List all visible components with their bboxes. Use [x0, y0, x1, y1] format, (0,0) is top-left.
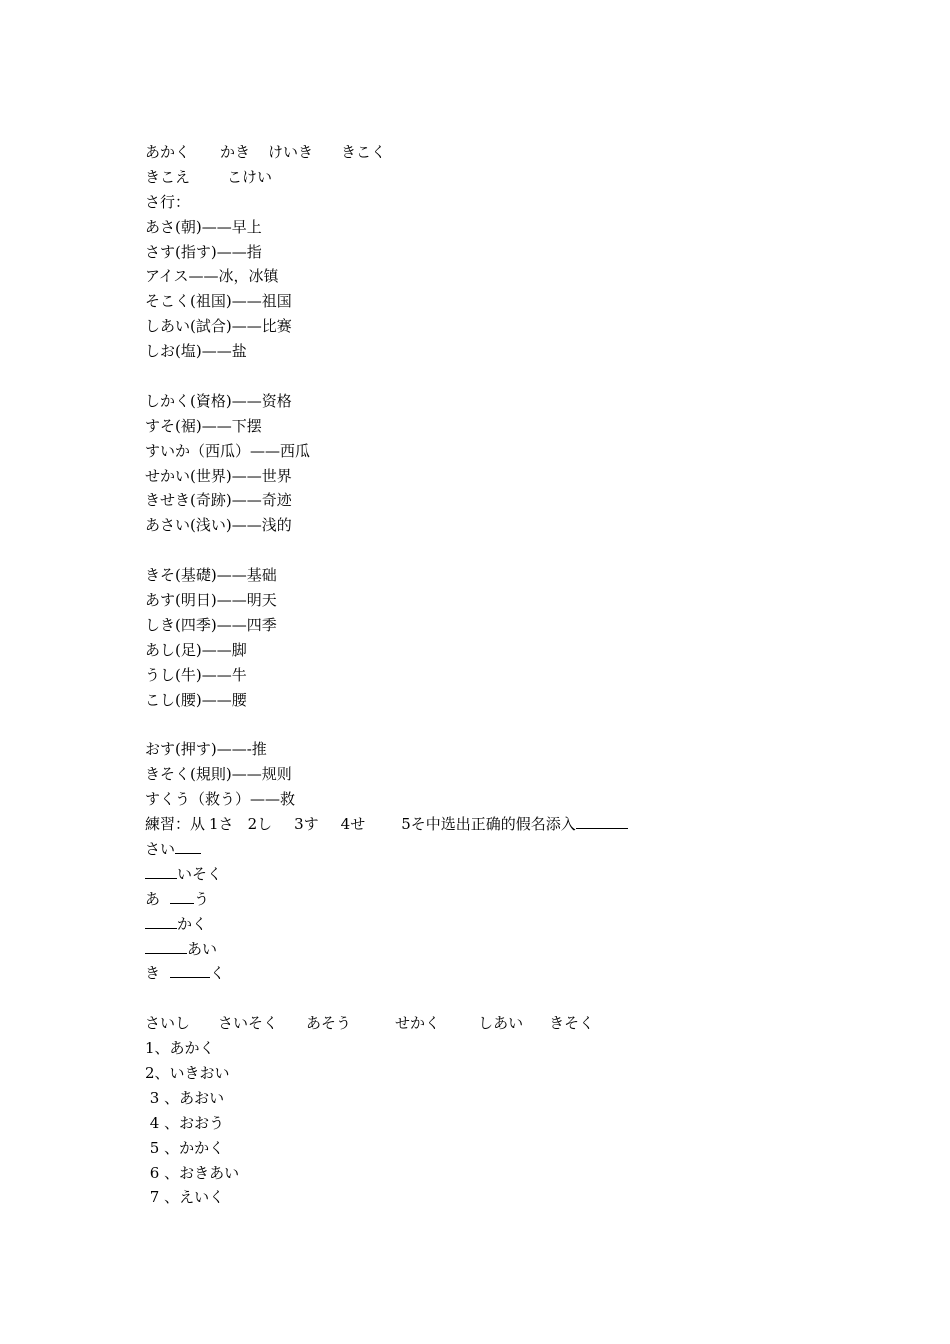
answer-row [145, 1011, 845, 1036]
vocab-line: しき(四季)——四季 [145, 615, 277, 634]
answer-blank[interactable] [170, 888, 194, 904]
vocab-line: すいか（西瓜）——西瓜 [145, 441, 311, 460]
exercise-item-text: さい [145, 839, 176, 858]
numbered-line: 4 、おおう [145, 1113, 225, 1132]
vocab-line: そこく(祖国)——祖国 [145, 292, 292, 311]
vocab-line: すそ(裾)——下摆 [145, 416, 262, 435]
numbered-line: 7 、えいく [145, 1188, 225, 1207]
word: きこえ [145, 167, 191, 186]
exercise-item [145, 837, 845, 862]
answer: きそく [549, 1014, 595, 1033]
spacer [145, 712, 845, 737]
vocab-line: しあい(試合)——比赛 [145, 317, 292, 336]
exercise-prompt [145, 812, 845, 837]
answer: さいし [145, 1014, 191, 1033]
vocab-line: こし(腰)——腰 [145, 690, 247, 709]
word: こけい [227, 167, 273, 186]
intro-row-2 [145, 165, 845, 190]
exercise-option: 3す [294, 815, 319, 834]
vocab-line: すくう（救う）——救 [145, 790, 296, 809]
intro-row-1 [145, 140, 845, 165]
exercise-option: 4せ [340, 815, 366, 834]
word: あかく [145, 143, 191, 161]
exercise-instruction: 5そ中选出正确的假名添入 [401, 815, 576, 834]
vocab-line: きせき(奇跡)——奇迹 [145, 491, 292, 510]
exercise-item-text: き [145, 964, 161, 983]
spacer [145, 364, 845, 389]
answer-blank[interactable] [170, 962, 210, 978]
exercise-option: 2し [247, 815, 273, 834]
answer: しあい [478, 1014, 524, 1033]
vocab-line: しお(塩)——盐 [145, 342, 247, 361]
numbered-line: 6 、おきあい [145, 1163, 240, 1182]
vocab-line: うし(牛)——牛 [145, 665, 247, 684]
exercise-item [145, 937, 845, 962]
answer-blank[interactable] [145, 863, 177, 879]
vocab-line: あさ(朝)——早上 [145, 217, 262, 236]
vocab-line: あさい(浅い)——浅的 [145, 516, 292, 535]
exercise-item-text: あい [187, 939, 218, 958]
numbered-line: 2、いきおい [145, 1063, 230, 1082]
answer: さいそく [218, 1014, 279, 1033]
exercise-item-text: あ [145, 889, 161, 908]
vocab-line: きそ(基礎)——基础 [145, 566, 277, 585]
exercise-item-text: う [194, 889, 210, 908]
vocab-line: あし(足)——脚 [145, 640, 247, 659]
vocab-line: アイス——冰，冰镇 [145, 267, 279, 286]
vocab-line: きそく(規則)——规则 [145, 765, 292, 784]
vocab-line: おす(押す)——-推 [145, 740, 267, 759]
numbered-line: 5 、かかく [145, 1138, 225, 1157]
vocab-line: あす(明日)——明天 [145, 591, 277, 610]
section-title: さ行： [145, 192, 191, 211]
exercise-option: 1さ [209, 815, 234, 834]
answer-blank[interactable] [145, 938, 187, 954]
exercise-item [145, 912, 845, 937]
exercise-item [145, 862, 845, 887]
spacer [145, 986, 845, 1011]
vocab-line: せかい(世界)——世界 [145, 466, 292, 485]
vocab-line: さす(指す)——指 [145, 242, 262, 261]
numbered-line: 1、あかく [145, 1039, 215, 1058]
vocab-line: しかく(資格)——资格 [145, 391, 292, 410]
document-page [145, 140, 845, 1210]
exercise-item-text: く [210, 964, 226, 983]
spacer [145, 538, 845, 563]
word: きこく [341, 143, 387, 161]
numbered-line: 3 、あおい [145, 1088, 225, 1107]
exercise-item-text: いそく [177, 864, 223, 883]
exercise-prefix: 練習：从 [145, 815, 206, 834]
answer: せかく [395, 1014, 441, 1033]
word: かき [220, 143, 251, 161]
exercise-item-text: かく [177, 914, 208, 933]
word: けいき [268, 143, 314, 161]
answer-blank[interactable] [145, 913, 177, 929]
answer: あそう [306, 1014, 352, 1033]
answer-blank[interactable] [576, 813, 628, 829]
exercise-item [145, 887, 845, 912]
answer-blank[interactable] [175, 838, 201, 854]
exercise-item [145, 961, 845, 986]
